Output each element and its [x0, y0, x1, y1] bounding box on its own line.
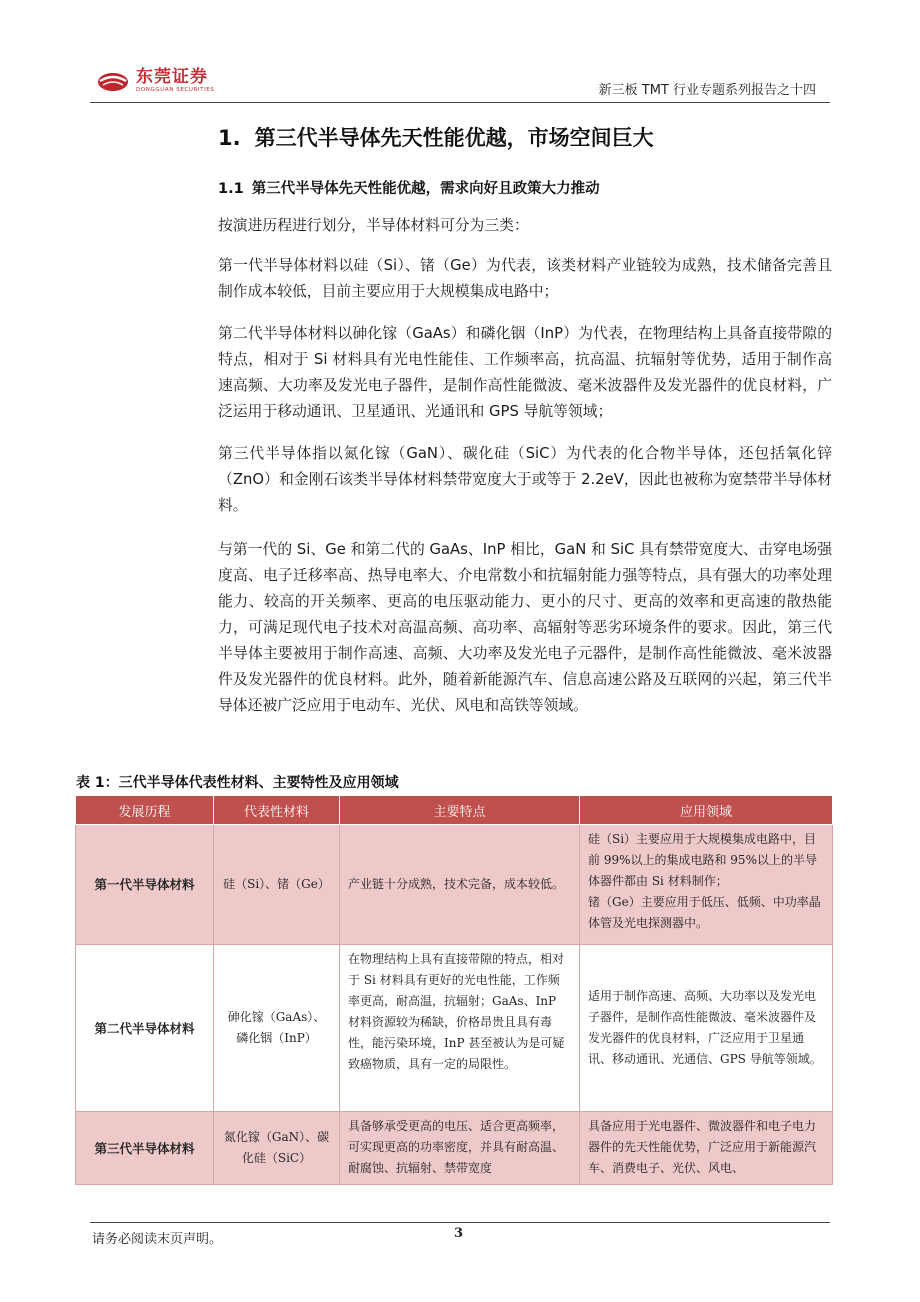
- row-features: 产业链十分成熟，技术完备，成本较低。: [340, 825, 580, 945]
- subsection-title: 第三代半导体先天性能优越，需求向好且政策大力推动: [251, 181, 600, 197]
- semiconductor-generations-table: [75, 795, 833, 1185]
- row-application-ge: 锗（Ge）主要应用于低压、低频、中功率晶体管及光电探测器中。: [588, 895, 821, 930]
- report-series-title: 新三板 TMT 行业专题系列报告之十四: [598, 83, 816, 98]
- row-materials: 氮化镓（GaN）、碳化硅（SiC）: [214, 1112, 340, 1185]
- row-application-si: 硅（Si）主要应用于大规模集成电路中，目前 99%以上的集成电路和 95%以上的半导体器件都由 Si 材料制作；: [588, 832, 817, 888]
- company-logo: [96, 66, 214, 96]
- row-features: 具备够承受更高的电压、适合更高频率，可实现更高的功率密度，并具有耐高温、耐腐蚀、抗辐射、禁带宽度: [348, 1119, 565, 1175]
- table-caption: 表 1：三代半导体代表性材料、主要特性及应用领域: [76, 775, 399, 791]
- section-number: 1.: [218, 126, 241, 150]
- row-stage: 第一代半导体材料: [76, 825, 214, 945]
- footer-disclaimer: 请务必阅读末页声明。: [92, 1232, 223, 1247]
- paragraph-intro: 按演进历程进行划分，半导体材料可分为三类：: [218, 217, 529, 234]
- row-stage: 第二代半导体材料: [76, 945, 214, 1112]
- row-applications: [580, 825, 833, 945]
- logo-name-cn: 东莞证券: [136, 66, 208, 87]
- subsection-number: 1.1: [218, 181, 244, 197]
- header-features: 主要特点: [340, 796, 580, 825]
- row-features-cell: [340, 1112, 580, 1185]
- row-features: 在物理结构上具有直接带隙的特点，相对于 Si 材料具有更好的光电性能，工作频率更高，耐高温，抗辐射；GaAs、InP 材料资源较为稀缺，价格昂贵且具有毒性，能污染环境，InP 甚至被认为是可疑致癌物质，具有一定的局限性。: [340, 945, 580, 1112]
- subsection-heading: [218, 177, 600, 198]
- paragraph-third-gen: 第三代半导体指以氮化镓（GaN）、碳化硅（SiC）为代表的化合物半导体，还包括氧化锌（ZnO）和金刚石该类半导体材料禁带宽度大于或等于 2.2eV，因此也被称为宽禁带半导体材料。: [218, 445, 832, 514]
- table-row: [76, 825, 833, 945]
- paragraph-second-gen: 第二代半导体材料以砷化镓（GaAs）和磷化铟（InP）为代表，在物理结构上具备直接带隙的特点，相对于 Si 材料具有光电性能佳、工作频率高，抗高温、抗辐射等优势，适用于制作高速高频、大功率及发光电子器件，是制作高性能微波、毫米波器件及发光器件的优良材料，广泛运用于移动通讯、卫星通讯、光通讯和 GPS 导航等领域；: [218, 325, 832, 420]
- paragraph-first-gen: 第一代半导体材料以硅（Si）、锗（Ge）为代表，该类材料产业链较为成熟，技术储备完善且制作成本较低，目前主要应用于大规模集成电路中；: [218, 257, 832, 300]
- row-applications-cell: [580, 1112, 833, 1185]
- row-applications: 适用于制作高速、高频、大功率以及发光电子器件，是制作高性能微波、毫米波器件及发光器件的优良材料，广泛应用于卫星通讯、移动通讯、光通信、GPS 导航等领域。: [580, 945, 833, 1112]
- page-header: [90, 62, 830, 103]
- paragraph-comparison: 与第一代的 Si、Ge 和第二代的 GaAs、InP 相比，GaN 和 SiC 具有禁带宽度大、击穿电场强度高、电子迁移率高、热导电率大、介电常数小和抗辐射能力强等特点，具有强大的功率处理能力、较高的开关频率、更高的电压驱动能力、更小的尺寸、更高的效率和更高速的散热能力，可满足现代电子技术对高温高频、高功率、高辐射等恶劣环境条件的要求。因此，第三代半导体主要被用于制作高速、高频、大功率及发光电子元器件，是制作高性能微波、毫米波器件及发光器件的优良材料。此外，随着新能源汽车、信息高速公路及互联网的兴起，第三代半导体还被广泛应用于电动车、光伏、风电和高铁等领域。: [218, 541, 832, 714]
- header-applications: 应用领域: [580, 796, 833, 825]
- row-materials: 硅（Si）、锗（Ge）: [214, 825, 340, 945]
- table-row: [76, 1112, 833, 1185]
- section-heading: [218, 122, 654, 152]
- logo-name-en: DONGGUAN SECURITIES: [136, 86, 215, 93]
- page-number: 3: [454, 1226, 464, 1241]
- header-stage: 发展历程: [76, 796, 214, 825]
- section-title: 第三代半导体先天性能优越，市场空间巨大: [254, 126, 654, 150]
- table-row: [76, 945, 833, 1112]
- header-materials: 代表性材料: [214, 796, 340, 825]
- row-applications: 具备应用于光电器件、微波器件和电子电力器件的先天性能优势，广泛应用于新能源汽车、消费电子、光伏、风电、: [588, 1119, 817, 1175]
- logo-mark-icon: [96, 69, 130, 93]
- row-stage: 第三代半导体材料: [76, 1112, 214, 1185]
- table-header-row: [76, 796, 833, 825]
- footer-divider: [90, 1222, 830, 1223]
- row-materials: 砷化镓（GaAs）、磷化铟（InP）: [214, 945, 340, 1112]
